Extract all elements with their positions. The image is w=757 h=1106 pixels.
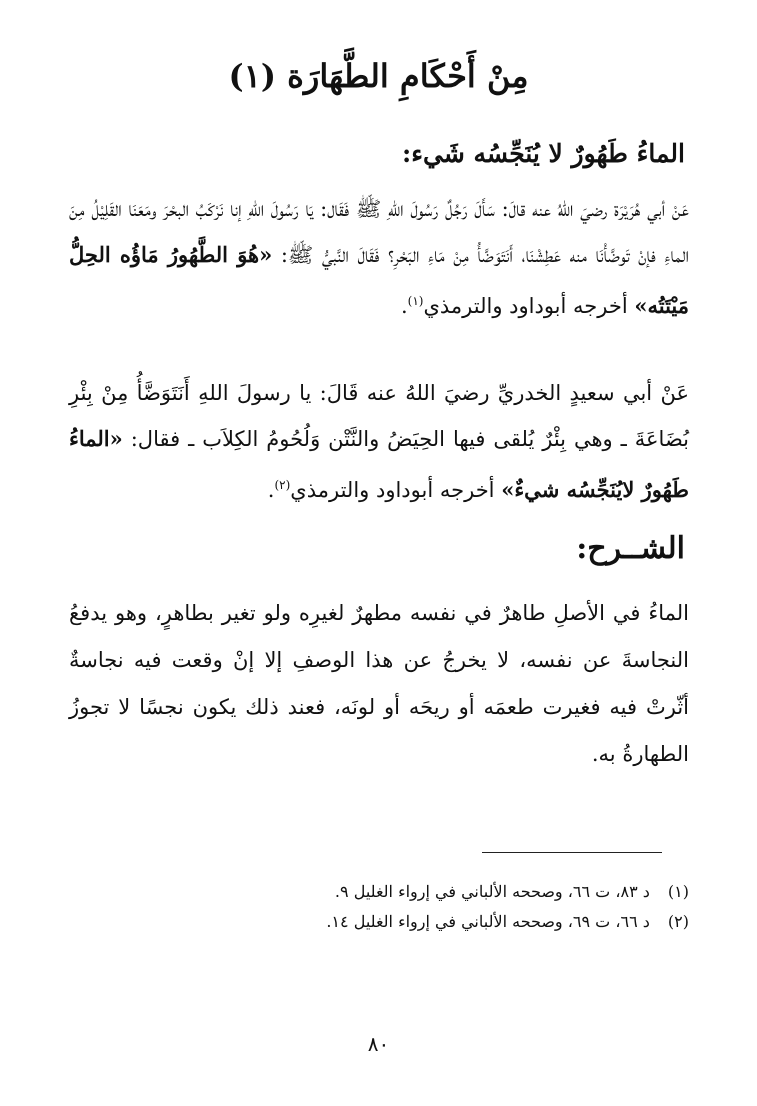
- explanation-paragraph: الماءُ في الأصلِ طاهرٌ في نفسه مطهرٌ لغيرِه ولو تغير بطاهرٍ، وهو يدفعُ النجاسةَ عن نفسه، لا يخرجُ عن هذا الوصفِ إلا إنْ وقعت فيه نجاسةٌ أثّرتْ فيه فغيرت طعمَه أو ريحَه أو لونَه، فعند ذلك يكون نجسًا لا تجوزُ الطهارةُ به.: [69, 601, 689, 766]
- footnote-2-number: (٢): [667, 912, 689, 931]
- footnote-divider: [482, 852, 662, 853]
- hadith-1-text: عَنْ أبي هُرَيْرَة رضيَ اللهُ عنه قالَ: سَأَلَ رَجُلٌ رَسُولَ اللهِ ﷺ فَقَال: يَا رَسُولَ اللهِ إنا نَرْكَبُ البحْرَ ومَعَنَا القَلِيْلُ مِنَ الماءِ فإنْ تَوضَّأْنَا منه عَطِشْنَا، أَنَتَوَضَّأُ مِنْ مَاءِ البَحْرِ؟ فَقَالَ النَّبيُّ ﷺ:: [69, 197, 690, 267]
- hadith-1-quote: «هُوَ الطَّهُورُ مَاؤُه الحِلُّ مَيْتَتُه»: [69, 242, 689, 318]
- footnote-2: [326, 907, 689, 937]
- footnote-1: [335, 877, 689, 907]
- page-title: مِنْ أَحْكَامِ الطَّهَارَة (١): [228, 57, 529, 95]
- page-number: ٨٠: [367, 1032, 390, 1056]
- hadith-2-quote: «الماءُ طَهُورٌ لايُنَجِّسُه شيءٌ»: [69, 426, 689, 502]
- hadith-paragraph-1: [69, 186, 689, 329]
- footnote-ref-2: (٢): [274, 478, 291, 492]
- footnote-1-number: (١): [667, 882, 689, 901]
- hadith-2-text: عَنْ أبي سعيدٍ الخدريِّ رضيَ اللهُ عنه قَالَ: يا رسولَ اللهِ أَنَتَوَضَّأُ مِنْ بِئْرِ بُضَاعَةَ ـ وهي بِئْرٌ يُلقى فيها الحِيَضُ والنَّتْن وَلُحُومُ الكِلاَب ـ فقال:: [69, 381, 689, 451]
- footnote-2-text: د ٦٦، ت ٦٩، وصححه الألباني في إرواء الغليل ١٤.: [326, 912, 650, 931]
- section-heading: الماءُ طَهُورٌ لا يُنَجِّسُه شَيء:: [402, 139, 685, 168]
- hadith-2-source: أخرجه أبوداود والترمذي: [290, 478, 502, 502]
- footnote-ref-1: (١): [407, 294, 424, 308]
- sharh-heading: الشــرح:: [576, 531, 685, 566]
- hadith-1-end: .: [400, 294, 408, 318]
- hadith-paragraph-2: [69, 370, 689, 513]
- hadith-2-end: .: [267, 478, 275, 502]
- hadith-1-source: أخرجه أبوداود والترمذي: [423, 294, 635, 318]
- footnote-1-text: د ٨٣، ت ٦٦، وصححه الألباني في إرواء الغليل ٩.: [334, 882, 650, 901]
